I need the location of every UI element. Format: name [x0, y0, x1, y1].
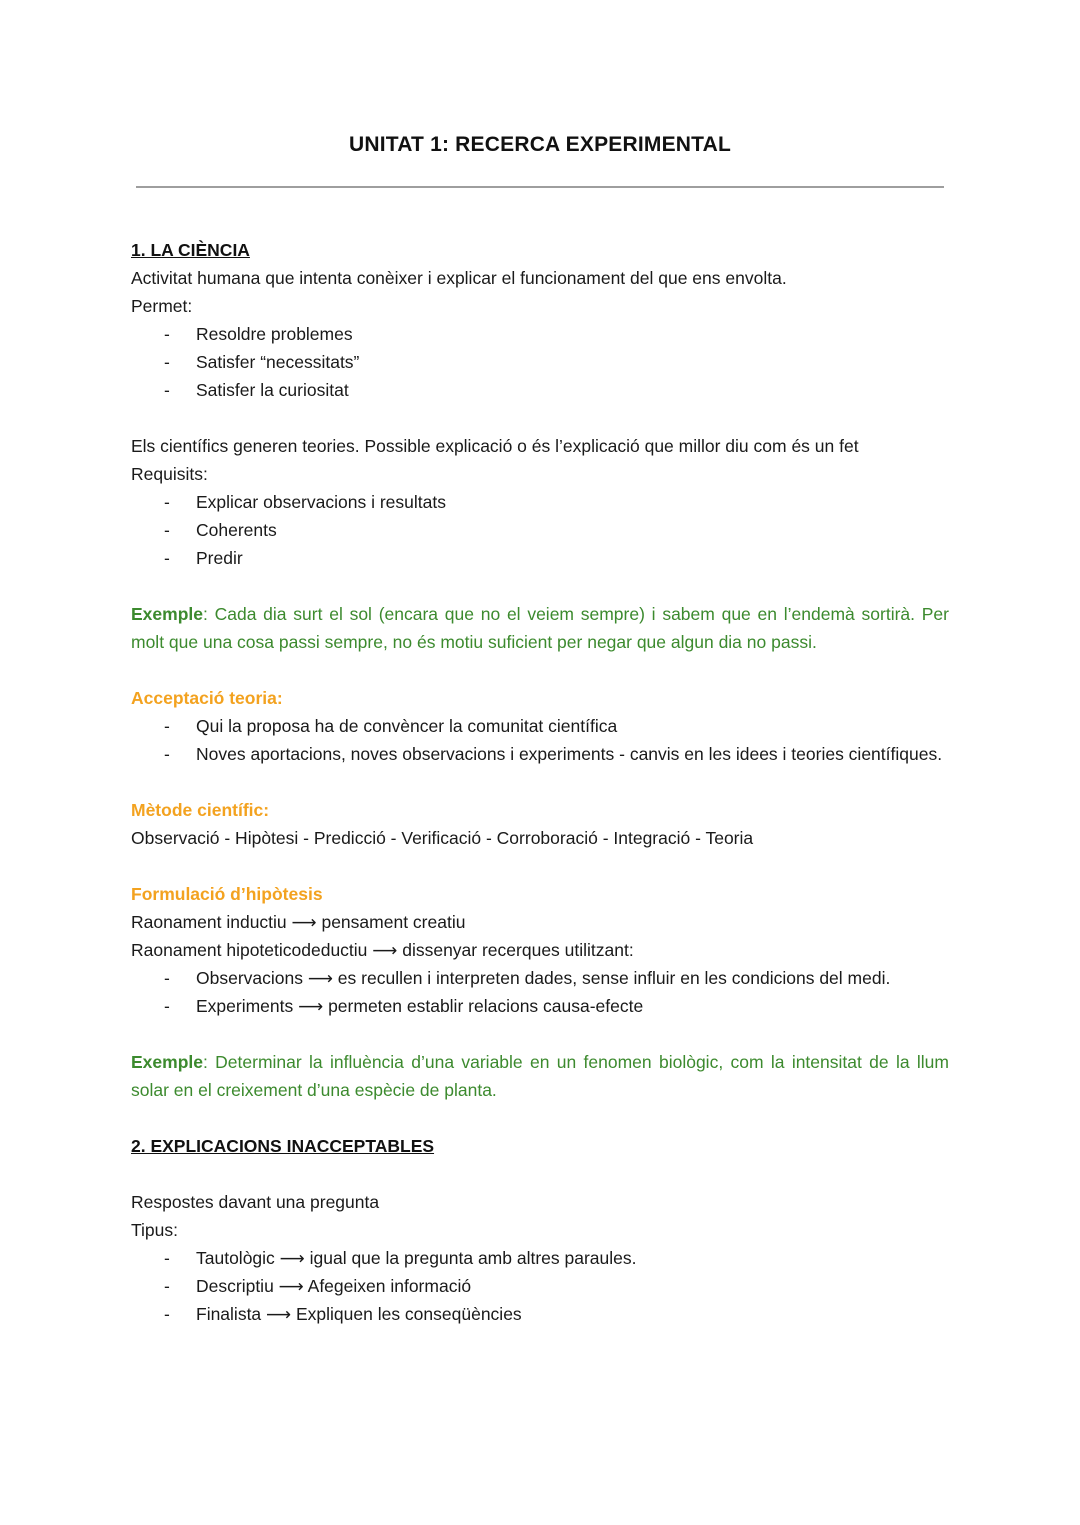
- definition-text: Activitat humana que intenta conèixer i explicar el funcionament del que ens envolta.: [131, 268, 787, 288]
- permet-label: Permet:: [131, 296, 193, 316]
- list-item: - Explicar observacions i resultats: [164, 492, 446, 512]
- metode-heading: Mètode científic:: [131, 800, 270, 820]
- example-label: Exemple: [131, 1052, 203, 1072]
- example-paragraph: [131, 600, 949, 656]
- raonament-hipoteticodeductiu: Raonament hipoteticodeductiu ⟶ dissenyar recerques utilitzant:: [131, 940, 634, 960]
- list-item: - Resoldre problemes: [164, 324, 353, 344]
- list-item: - Predir: [164, 548, 243, 568]
- section-heading-explicacions: 2. EXPLICACIONS INACCEPTABLES: [131, 1136, 435, 1156]
- raonament-inductiu: Raonament inductiu ⟶ pensament creatiu: [131, 912, 466, 932]
- list-item: - Experiments ⟶ permeten establir relacions causa-efecte: [164, 996, 644, 1016]
- list-item: - Qui la proposa ha de convèncer la comunitat científica: [164, 716, 618, 736]
- acceptacio-heading: Acceptació teoria:: [131, 688, 283, 708]
- list-item: - Finalista ⟶ Expliquen les conseqüències: [164, 1304, 522, 1324]
- list-item: - Observacions ⟶ es recullen i interpreten dades, sense influir en les condicions del medi.: [164, 968, 891, 988]
- list-item: - Tautològic ⟶ igual que la pregunta amb altres paraules.: [164, 1248, 637, 1268]
- document-body: [131, 236, 949, 1328]
- example-text: : Cada dia surt el sol (encara que no el veiem sempre) i sabem que en l’endemà sortirà. Per molt que una cosa passi sempre, no és motiu suficient per negar que algun dia no passi.: [131, 604, 949, 652]
- list-item: - Satisfer “necessitats”: [164, 352, 360, 372]
- list-item: - Coherents: [164, 520, 277, 540]
- metode-text: Observació - Hipòtesi - Predicció - Verificació - Corroboració - Integració - Teoria: [131, 828, 754, 848]
- title-divider: [136, 186, 944, 188]
- example-text: : Determinar la influència d’una variable en un fenomen biològic, com la intensitat de la llum solar en el creixement d’una espècie de planta.: [131, 1052, 949, 1100]
- list-item: - Satisfer la curiositat: [164, 380, 349, 400]
- intro-text: Respostes davant una pregunta: [131, 1192, 380, 1212]
- tipus-label: Tipus:: [131, 1220, 179, 1240]
- page-title: UNITAT 1: RECERCA EXPERIMENTAL: [348, 133, 732, 156]
- list-item: - Descriptiu ⟶ Afegeixen informació: [164, 1276, 472, 1296]
- requisits-label: Requisits:: [131, 464, 208, 484]
- theories-text: Els científics generen teories. Possible explicació o és l’explicació que millor diu com és un fet: [131, 436, 859, 456]
- hipotesis-heading: Formulació d’hipòtesis: [131, 884, 323, 904]
- list-item: - Noves aportacions, noves observacions i experiments - canvis en les idees i teories científiques.: [164, 744, 943, 764]
- example-paragraph: [131, 1048, 949, 1104]
- section-heading-ciencia: 1. LA CIÈNCIA: [131, 240, 250, 260]
- example-label: Exemple: [131, 604, 203, 624]
